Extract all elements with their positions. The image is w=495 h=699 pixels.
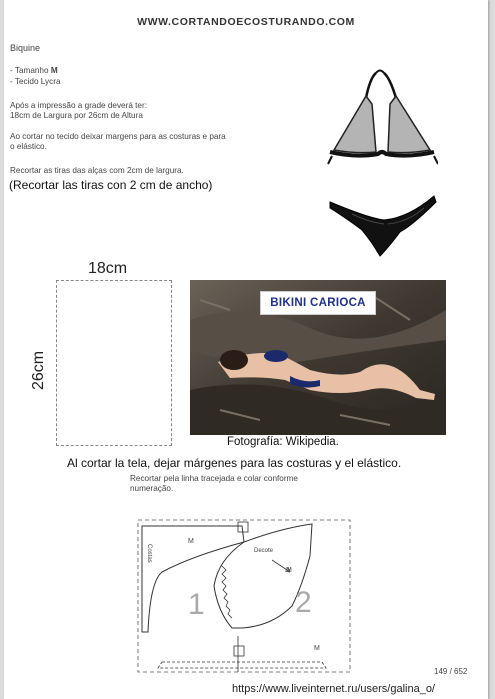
photo-caption: Fotografía: Wikipedia. — [227, 436, 339, 448]
cut-note-es: Al cortar la tela, dejar márgenes para las costuras y el elástico. — [67, 456, 402, 470]
fabric-line: - Tecido Lycra — [10, 77, 61, 86]
cut-instruction-1: Ao cortar no tecido deixar margens para as costuras e para — [10, 132, 226, 141]
pattern-mark-bottom: M — [314, 645, 320, 652]
bikini-bottom-illustration — [328, 190, 438, 260]
pattern-mark-left: M — [188, 538, 194, 545]
pattern-piece-1-number: 1 — [188, 588, 205, 621]
sewing-pattern — [122, 516, 358, 676]
grid-width-label: 18cm — [88, 260, 128, 277]
cut-note-pt-2: numeração. — [130, 484, 174, 493]
pattern-side-text: Costas — [146, 544, 152, 563]
pattern-title: Biquine — [10, 43, 41, 53]
grid-rectangle — [56, 280, 172, 446]
document-page — [4, 0, 488, 699]
source-watermark: https://www.liveinternet.ru/users/galina_o/ — [232, 683, 435, 695]
grid-height-label: 26cm — [30, 350, 47, 390]
bikini-photo — [190, 280, 446, 435]
size-prefix: - Tamanho — [10, 66, 51, 75]
site-url: WWW.CORTANDOECOSTURANDO.COM — [137, 16, 355, 28]
grid-instruction-2: 18cm de Largura por 26cm de Altura — [10, 111, 143, 120]
cut-instruction-2: o elástico. — [10, 142, 47, 151]
page-number: 149 / 652 — [434, 667, 468, 676]
straps-instruction: Recortar as tiras das alças com 2cm de largura. — [10, 166, 184, 175]
size-line — [10, 66, 58, 76]
pattern-mark-right: M — [286, 567, 292, 574]
pattern-piece-2-number: 2 — [295, 586, 312, 619]
bikini-top-illustration — [326, 68, 438, 168]
grid-instruction-1: Após a impressão a grade deverá ter: — [10, 101, 147, 110]
pattern-mark-decote: Decote — [254, 548, 274, 554]
size-value: M — [50, 66, 58, 75]
cut-note-pt-1: Recortar pela linha tracejada e colar conforme — [130, 474, 298, 483]
straps-instruction-es: (Recortar las tiras con 2 cm de ancho) — [9, 178, 213, 192]
photo-banner: BIKINI CARIOCA — [260, 291, 376, 315]
